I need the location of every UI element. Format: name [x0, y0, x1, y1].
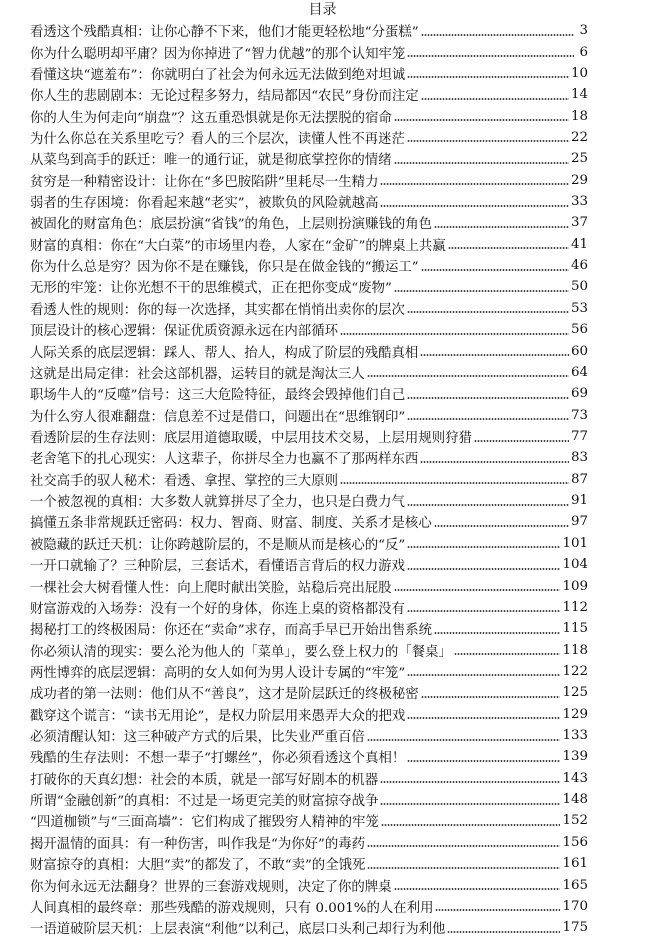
- toc-entry-page-number: 112: [562, 599, 588, 615]
- toc-dot-leader: [407, 75, 569, 79]
- toc-entry-title: 你为什么总是穷？因为你不是在赚钱，你只是在做金钱的“搬运工”: [30, 260, 419, 276]
- toc-entry-page-number: 97: [570, 514, 588, 530]
- toc-entry-title: 贫穷是一种精密设计：让你在“多巴胺陷阱”里耗尽一生精力: [30, 174, 379, 190]
- toc-dot-leader: [380, 802, 560, 806]
- toc-entry-page-number: 46: [570, 258, 588, 274]
- toc-entry-title: 看懂这块“遮羞布”：你就明白了社会为何永远无法做到绝对坦诚: [30, 67, 406, 83]
- toc-entry-title: 财富游戏的入场券：没有一个好的身体，你连上桌的资格都没有: [30, 601, 405, 617]
- toc-dot-leader: [407, 503, 569, 507]
- toc-dot-leader: [340, 332, 569, 336]
- toc-entry-title: 为什么穷人很难翻盘：信息差不过是借口，问题出在“思维钢印”: [30, 409, 406, 425]
- toc-entry-page-number: 125: [562, 685, 588, 701]
- toc-entry-page-number: 109: [562, 578, 588, 594]
- toc-entry-title: 打破你的天真幻想：社会的本质，就是一部写好剧本的机器: [30, 772, 379, 788]
- toc-dot-leader: [407, 310, 569, 314]
- toc-dot-leader: [380, 182, 568, 186]
- toc-dot-leader: [381, 823, 561, 827]
- toc-dot-leader: [367, 738, 561, 742]
- toc-entry-title: 你为什么聪明却平庸？因为你掉进了“智力优越”的那个认知牢笼: [30, 46, 406, 62]
- toc-entry-title: 老舍笔下的扎心现实：人这辈子，你拼尽全力也赢不了那两样东西: [30, 452, 419, 468]
- toc-entry[interactable]: [30, 810, 588, 831]
- toc-entry[interactable]: [30, 41, 588, 62]
- toc-entry-page-number: 64: [570, 364, 588, 380]
- toc-entry-page-number: 143: [562, 770, 588, 786]
- toc-entry-page-number: 165: [562, 877, 588, 893]
- toc-dot-leader: [434, 631, 560, 635]
- toc-entry-page-number: 50: [570, 279, 588, 295]
- toc-dot-leader: [407, 139, 569, 143]
- toc-entry-page-number: 77: [570, 429, 588, 444]
- toc-entry-title: 你人生的悲剧剧本：无论过程多努力，结局都因“农民”身份而注定: [30, 89, 419, 105]
- toc-entry-page-number: 83: [570, 450, 588, 466]
- toc-entry-page-number: 104: [562, 557, 588, 573]
- toc-entry-page-number: 60: [570, 343, 588, 359]
- toc-entry[interactable]: [30, 597, 588, 618]
- toc-entry[interactable]: [30, 725, 588, 746]
- toc-entry[interactable]: [30, 212, 588, 233]
- toc-entry-title: 揭开温情的面具：有一种伤害，叫作我是“为你好”的毒药: [30, 836, 366, 852]
- toc-entry[interactable]: [30, 554, 588, 575]
- toc-dot-leader: [421, 268, 569, 272]
- toc-entry[interactable]: [30, 20, 588, 41]
- toc-entry[interactable]: [30, 234, 588, 255]
- toc-dot-leader: [421, 97, 569, 101]
- toc-entry[interactable]: [30, 170, 588, 191]
- toc-entry-title: 一个被忽视的真相：大多数人就算拼尽了全力，也只是白费力气: [30, 495, 405, 511]
- toc-entry[interactable]: [30, 618, 588, 639]
- toc-entry-page-number: 69: [570, 386, 588, 402]
- toc-entry[interactable]: [30, 704, 588, 725]
- toc-entry-page-number: 22: [570, 129, 588, 145]
- toc-entry-page-number: 56: [570, 322, 588, 338]
- toc-dot-leader: [394, 887, 561, 891]
- toc-entry[interactable]: [30, 490, 588, 511]
- toc-entry-title: 社交高手的驭人秘术：看透、拿捏、掌控的三大原则: [30, 473, 338, 489]
- toc-entry[interactable]: [30, 362, 588, 383]
- toc-entry[interactable]: [30, 682, 588, 703]
- toc-entry-title: 看透人性的规则：你的每一次选择，其实都在悄悄出卖你的层次: [30, 302, 405, 318]
- toc-entry[interactable]: [30, 255, 588, 276]
- toc-entry[interactable]: [30, 447, 588, 468]
- toc-dot-leader: [380, 204, 568, 208]
- toc-dot-leader: [435, 908, 560, 912]
- toc-entry-title: 职场牛人的“反噬”信号：这三大危险特征，最终会毁掉他们自己: [30, 388, 406, 404]
- toc-entry-page-number: 91: [570, 493, 588, 509]
- toc-entry-title: 被隐藏的跃迁天机：让你跨越阶层的，不是顺从而是核心的“反”: [30, 537, 406, 553]
- toc-dot-leader: [434, 225, 569, 229]
- toc-entry-page-number: 175: [562, 920, 588, 936]
- toc-entry[interactable]: [30, 383, 588, 404]
- toc-entry-page-number: 161: [562, 856, 588, 872]
- toc-dot-leader: [448, 246, 569, 250]
- toc-entry-page-number: 53: [570, 300, 588, 316]
- toc-entry-title: 人间真相的最终章：那些残酷的游戏规则，只有 0.001%的人在利用: [30, 900, 434, 916]
- toc-dot-leader: [474, 439, 569, 443]
- toc-dot-leader: [394, 289, 569, 293]
- toc-entry[interactable]: [30, 105, 588, 126]
- toc-dot-leader: [367, 844, 560, 848]
- toc-entry-page-number: 133: [562, 728, 588, 744]
- toc-entry[interactable]: [30, 469, 588, 490]
- toc-dot-leader: [407, 609, 561, 613]
- toc-entry-title: 揭秘打工的终极困局：你还在“卖命”求存，而高手早已开始出售系统: [30, 623, 433, 639]
- toc-entry-page-number: 29: [570, 172, 588, 188]
- toc-entry-page-number: 6: [579, 44, 588, 60]
- toc-entry-page-number: 87: [570, 471, 588, 487]
- toc-dot-leader: [407, 567, 561, 571]
- toc-dot-leader: [447, 930, 560, 934]
- toc-entry-title: 一棵社会大树看懂人性：向上爬时献出笑脸，站稳后亮出屁股: [30, 580, 392, 596]
- toc-entry-page-number: 3: [579, 23, 588, 39]
- toc-dot-leader: [407, 54, 574, 58]
- toc-entry-title: 成功者的第一法则：他们从不“善良”，这才是阶层跃迁的终极秘密: [30, 687, 419, 703]
- toc-entry[interactable]: [30, 789, 588, 810]
- toc-entry[interactable]: [30, 874, 588, 895]
- toc-entry-title: 为什么你总在关系里吃亏？看人的三个层次，读懂人性不再迷茫: [30, 131, 405, 147]
- toc-dot-leader: [394, 118, 569, 122]
- toc-entry-title: 残酷的生存法则：不想一辈子“打螺丝”，你必须看透这个真相！: [30, 751, 406, 767]
- toc-entry[interactable]: [30, 661, 588, 682]
- toc-entry[interactable]: [30, 404, 588, 425]
- toc-entry-title: 看透这个残酷真相：让你心静不下来，他们才能更轻松地“分蛋糕”: [30, 25, 419, 41]
- toc-entry-page-number: 118: [562, 642, 588, 658]
- toc-entry[interactable]: [30, 426, 588, 447]
- toc-entry-page-number: 115: [562, 621, 588, 637]
- toc-entry[interactable]: [30, 832, 588, 853]
- toc-dot-leader: [454, 652, 561, 656]
- toc-entry-title: 两性博弈的底层逻辑：高明的女人如何为男人设计专属的“牢笼”: [30, 665, 406, 681]
- toc-entry[interactable]: [30, 319, 588, 340]
- toc-entry-title: 一开口就输了？三种阶层，三套话术，看懂语言背后的权力游戏: [30, 559, 405, 575]
- toc-dot-leader: [367, 866, 560, 870]
- toc-entry-page-number: 148: [562, 792, 588, 808]
- toc-entry-page-number: 10: [570, 65, 588, 81]
- table-of-contents: [30, 20, 588, 938]
- toc-entry[interactable]: [30, 84, 588, 105]
- toc-entry-page-number: 14: [570, 87, 588, 103]
- toc-dot-leader: [367, 374, 569, 378]
- toc-entry[interactable]: [30, 768, 588, 789]
- toc-entry-page-number: 37: [570, 215, 588, 231]
- toc-entry-page-number: 156: [562, 834, 588, 850]
- toc-entry[interactable]: [30, 127, 588, 148]
- toc-entry-title: 你为何永远无法翻身？世界的三套游戏规则，决定了你的牌桌: [30, 879, 392, 895]
- toc-entry-title: 你必须认清的现实：要么沦为他人的「菜单」，要么登上权力的「餐桌」: [30, 644, 452, 660]
- toc-entry[interactable]: [30, 746, 588, 767]
- toc-entry-title: 你的人生为何走向“崩盘”？这五重恐惧就是你无法摆脱的宿命: [30, 110, 392, 126]
- toc-entry-title: 戳穿这个谎言：“读书无用论”，是权力阶层用来愚弄大众的把戏: [30, 708, 406, 724]
- toc-entry-page-number: 25: [570, 151, 588, 167]
- toc-entry-page-number: 73: [570, 407, 588, 423]
- toc-entry-title: 一语道破阶层天机：上层表演“利他”以利己，底层口头利己却行为利他: [30, 922, 446, 938]
- toc-entry-title: 被固化的财富角色：底层扮演“省钱”的角色，上层则扮演赚钱的角色: [30, 217, 433, 233]
- toc-entry-title: 顶层设计的核心逻辑：保证优质资源永远在内部循环: [30, 324, 338, 340]
- toc-entry-page-number: 101: [562, 535, 588, 551]
- toc-entry[interactable]: [30, 917, 588, 938]
- toc-entry-title: 从菜鸟到高手的跃迁：唯一的通行证，就是彻底掌控你的情绪: [30, 153, 392, 169]
- toc-entry-title: 财富掠夺的真相：大胆“卖”的都发了，不敢“卖”的全饿死: [30, 858, 366, 874]
- toc-entry-page-number: 129: [562, 706, 588, 722]
- toc-entry[interactable]: [30, 298, 588, 319]
- toc-entry[interactable]: [30, 276, 588, 297]
- toc-entry[interactable]: [30, 148, 588, 169]
- toc-entry[interactable]: [30, 340, 588, 361]
- toc-dot-leader: [407, 396, 569, 400]
- toc-dot-leader: [407, 545, 560, 549]
- toc-entry-title: 必须清醒认知：这三种破产方式的后果，比失业严重百倍: [30, 730, 365, 746]
- toc-entry-page-number: 33: [570, 194, 588, 210]
- toc-entry-title: 搞懂五条非常规跃迁密码：权力、智商、财富、制度、关系才是核心: [30, 516, 432, 532]
- page-title: 目录: [308, 2, 337, 18]
- toc-entry[interactable]: [30, 853, 588, 874]
- toc-dot-leader: [394, 588, 561, 592]
- toc-dot-leader: [380, 780, 560, 784]
- toc-dot-leader: [421, 695, 561, 699]
- toc-entry-page-number: 41: [570, 236, 588, 252]
- toc-entry[interactable]: [30, 896, 588, 917]
- toc-entry[interactable]: [30, 533, 588, 554]
- toc-dot-leader: [340, 481, 569, 485]
- toc-dot-leader: [421, 33, 574, 37]
- toc-entry-page-number: 152: [562, 813, 588, 829]
- toc-dot-leader: [407, 673, 560, 677]
- toc-entry-title: 所谓“金融创新”的真相：不过是一场更完美的财富掠夺战争: [30, 794, 379, 810]
- toc-entry-title: 这就是出局定律：社会这部机器，运转目的就是淘汰三人: [30, 366, 365, 382]
- toc-entry[interactable]: [30, 191, 588, 212]
- toc-entry-title: “四道枷锁”与“三面高墙”：它们构成了摧毁穷人精神的牢笼: [30, 815, 379, 831]
- toc-entry[interactable]: [30, 575, 588, 596]
- toc-entry-title: 无形的牢笼：让你光想不干的思维模式，正在把你变成“废物”: [30, 281, 392, 297]
- toc-entry[interactable]: [30, 63, 588, 84]
- toc-entry-title: 人际关系的底层逻辑：踩人、帮人、抬人，构成了阶层的残酷真相: [30, 345, 419, 361]
- toc-entry[interactable]: [30, 639, 588, 660]
- toc-dot-leader: [394, 161, 569, 165]
- toc-entry-page-number: 139: [562, 749, 588, 765]
- toc-entry-title: 看透阶层的生存法则：底层用道德取暖，中层用技术交易，上层用规则狩猎: [30, 431, 472, 446]
- toc-entry-page-number: 170: [562, 898, 588, 914]
- toc-dot-leader: [420, 353, 569, 357]
- toc-entry-title: 财富的真相：你在“大白菜”的市场里内卷，人家在“金矿”的牌桌上共赢: [30, 238, 446, 254]
- toc-entry-page-number: 122: [562, 663, 588, 679]
- toc-dot-leader: [434, 524, 569, 528]
- toc-dot-leader: [420, 460, 569, 464]
- toc-entry-title: 弱者的生存困境：你看起来越“老实”，被欺负的风险就越高: [30, 196, 379, 212]
- toc-dot-leader: [407, 759, 560, 763]
- toc-entry[interactable]: [30, 511, 588, 532]
- toc-dot-leader: [407, 417, 569, 421]
- toc-dot-leader: [407, 716, 560, 720]
- toc-entry-page-number: 18: [570, 108, 588, 124]
